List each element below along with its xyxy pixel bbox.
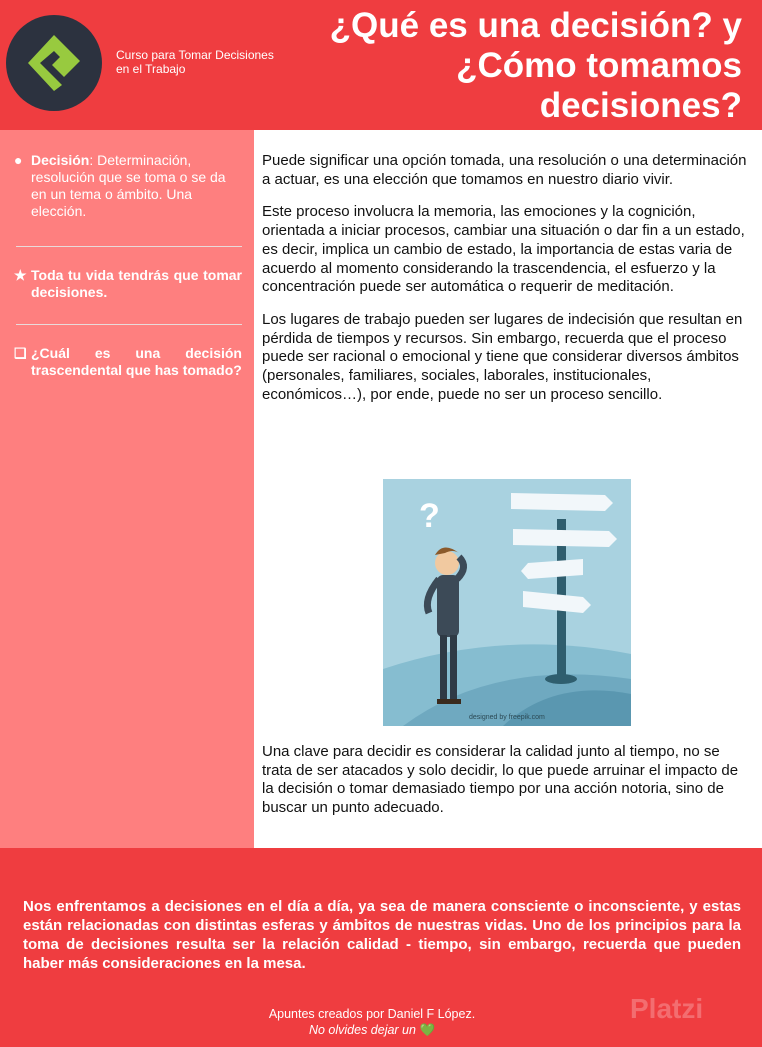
illustration-credit: designed by freepik.com xyxy=(469,714,545,721)
author-credit: Apuntes creados por Daniel F López. xyxy=(268,1007,476,1021)
header-banner xyxy=(0,0,762,130)
paragraph-process: Este proceso involucra la memoria, las emociones y la cognición, orientada a iniciar procesos, cambiar una situación o dar fin a un estado, es decir, implica un cambio de estado, la importancia de estas varia de acuerdo al momento considerando la trascendencia, el esfuerzo y la concentración puede ser automática o requerir de meditación. xyxy=(262,203,745,296)
definition-text: Determinación, resolución que se toma o se da en un tema o ámbito. Una elección. xyxy=(31,152,226,219)
closing-content xyxy=(262,743,752,832)
definition-term: Decisión xyxy=(31,152,90,168)
platzi-logo xyxy=(6,15,102,111)
paragraph-definition: Puede significar una opción tomada, una resolución o una determinación a actuar, es una elección que tomamos en nuestro diario vivir. xyxy=(262,152,747,188)
platzi-watermark: Platzi xyxy=(630,993,704,1024)
life-decisions-text: Toda tu vida tendrás que tomar decisiones. xyxy=(31,267,242,300)
definition-separator: : xyxy=(89,152,98,168)
summary-text: Nos enfrentamos a decisiones en el día a día, ya sea de manera consciente o inconsciente, y estas están relacionadas con distintas esferas y ámbitos de nuestras vidas. Uno de los principios para la toma de decisiones resulta ser la relación calidad - tiempo, sin embargo, recuerda que pueden haber más consideraciones en la mesa. xyxy=(23,898,741,972)
confused-man-signpost-illustration xyxy=(383,479,631,726)
heart-icon: 💚 xyxy=(419,1023,436,1037)
main-content xyxy=(262,152,752,418)
like-note: No olvides dejar un xyxy=(308,1023,416,1037)
checkbox-icon: ❑ xyxy=(14,345,27,361)
credits xyxy=(0,1006,744,1038)
definition-item xyxy=(14,152,242,220)
footer xyxy=(0,848,762,1047)
question-item xyxy=(14,345,242,379)
paragraph-closing: Una clave para decidir es considerar la calidad junto al tiempo, no se trata de ser atacados y solo decidir, lo que puede arruinar el impacto de la decisión o tomar demasiado tiempo por una acción notoria, sino de buscar un punto adecuado. xyxy=(262,743,739,817)
svg-text:?: ? xyxy=(419,497,440,535)
question-text: ¿Cuál es una decisión trascendental que has tomado? xyxy=(31,345,242,378)
paragraph-workplace: Los lugares de trabajo pueden ser lugares de indecisión que resultan en pérdida de tiempos y recursos. Sin embargo, recuerda que el proceso puede ser racional o emocional y tiene que considerar diversos ámbitos (personales, familiares, sociales, laborales, institucionales, económicos…), por ende, puede no ser un proceso sencillo. xyxy=(262,310,743,403)
life-decisions-item xyxy=(14,267,242,301)
illustration-svg xyxy=(383,479,631,726)
sidebar xyxy=(0,130,254,848)
platzi-logo-icon xyxy=(22,31,86,95)
course-name: Curso para Tomar Decisiones en el Trabajo xyxy=(116,48,274,76)
star-icon: ★ xyxy=(14,267,27,283)
page-title: ¿Qué es una decisión? y ¿Cómo tomamos decisiones? xyxy=(329,6,742,125)
bullet-icon: ● xyxy=(14,152,23,168)
divider xyxy=(16,324,242,325)
divider xyxy=(16,246,242,247)
